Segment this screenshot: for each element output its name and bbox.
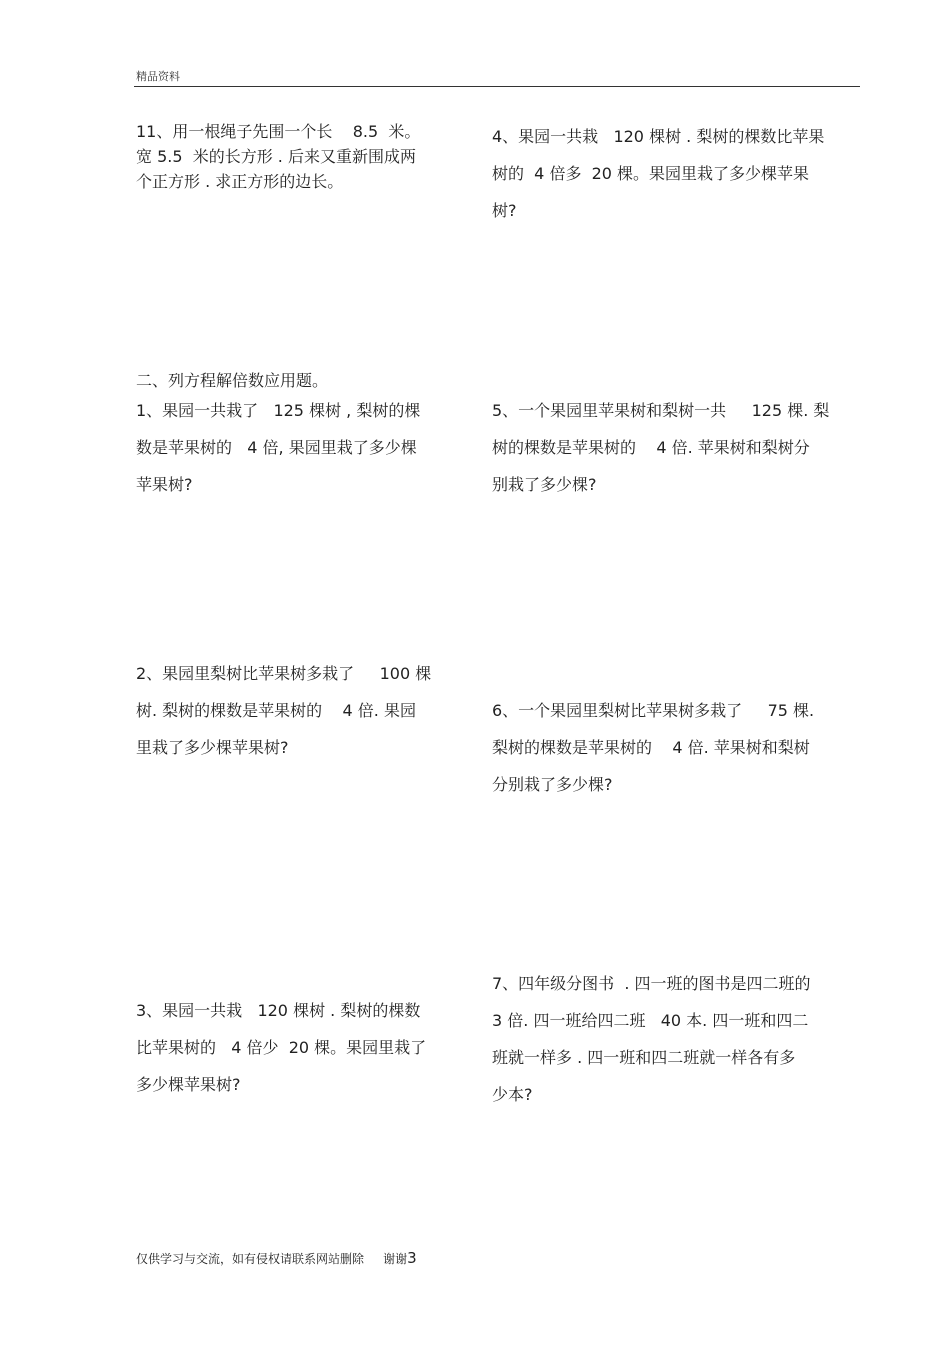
problem-4	[492, 118, 824, 229]
problem-11	[136, 119, 420, 194]
header-label: 精品资料	[136, 70, 180, 83]
problem-3-line-2: 比苹果树的 4 倍少 20 棵。果园里栽了	[136, 1038, 427, 1057]
problem-6	[492, 692, 814, 803]
header-divider	[134, 86, 860, 87]
problem-1	[136, 392, 420, 503]
problem-7-line-1: 7、四年级分图书 . 四一班的图书是四二班的	[492, 974, 811, 993]
problem-11-line-1: 11、用一根绳子先围一个长 8.5 米。	[136, 122, 421, 141]
footer	[136, 1249, 417, 1267]
problem-2-line-3: 里栽了多少棵苹果树?	[136, 738, 289, 757]
problem-11-line-2: 宽 5.5 米的长方形 . 后来又重新围成两	[136, 147, 416, 166]
problem-2-line-1: 2、果园里梨树比苹果树多栽了 100 棵	[136, 664, 432, 683]
problem-5-line-3: 别栽了多少棵?	[492, 475, 597, 494]
problem-3-line-3: 多少棵苹果树?	[136, 1075, 241, 1094]
problem-6-line-2: 梨树的棵数是苹果树的 4 倍. 苹果树和梨树	[492, 738, 810, 757]
problem-1-line-1: 1、果园一共栽了 125 棵树 , 梨树的棵	[136, 401, 421, 420]
problem-1-line-2: 数是苹果树的 4 倍, 果园里栽了多少棵	[136, 438, 417, 457]
problem-2-line-2: 树. 梨树的棵数是苹果树的 4 倍. 果园	[136, 701, 416, 720]
problem-3	[136, 992, 426, 1103]
problem-2	[136, 655, 431, 766]
problem-1-line-3: 苹果树?	[136, 475, 193, 494]
problem-7-line-3: 班就一样多 . 四一班和四二班就一样各有多	[492, 1048, 796, 1067]
problem-5-line-1: 5、一个果园里苹果树和梨树一共 125 棵. 梨	[492, 401, 830, 420]
page-number: 3	[407, 1249, 417, 1267]
problem-4-line-1: 4、果园一共栽 120 棵树 . 梨树的棵数比苹果	[492, 127, 825, 146]
problem-7-line-4: 少本?	[492, 1085, 533, 1104]
problem-6-line-3: 分别栽了多少棵?	[492, 775, 613, 794]
problem-7-line-2: 3 倍. 四一班给四二班 40 本. 四一班和四二	[492, 1011, 809, 1030]
problem-11-line-3: 个正方形 . 求正方形的边长。	[136, 172, 344, 191]
problem-4-line-3: 树?	[492, 201, 517, 220]
problem-5-line-2: 树的棵数是苹果树的 4 倍. 苹果树和梨树分	[492, 438, 810, 457]
problem-5	[492, 392, 829, 503]
problem-6-line-1: 6、一个果园里梨树比苹果树多栽了 75 棵.	[492, 701, 815, 720]
section-heading: 二、列方程解倍数应用题。	[136, 371, 329, 390]
problem-7	[492, 965, 811, 1113]
footer-notice: 仅供学习与交流，如有侵权请联系网站删除 谢谢	[136, 1252, 408, 1266]
problem-3-line-1: 3、果园一共栽 120 棵树 . 梨树的棵数	[136, 1001, 421, 1020]
problem-4-line-2: 树的 4 倍多 20 棵。果园里栽了多少棵苹果	[492, 164, 810, 183]
